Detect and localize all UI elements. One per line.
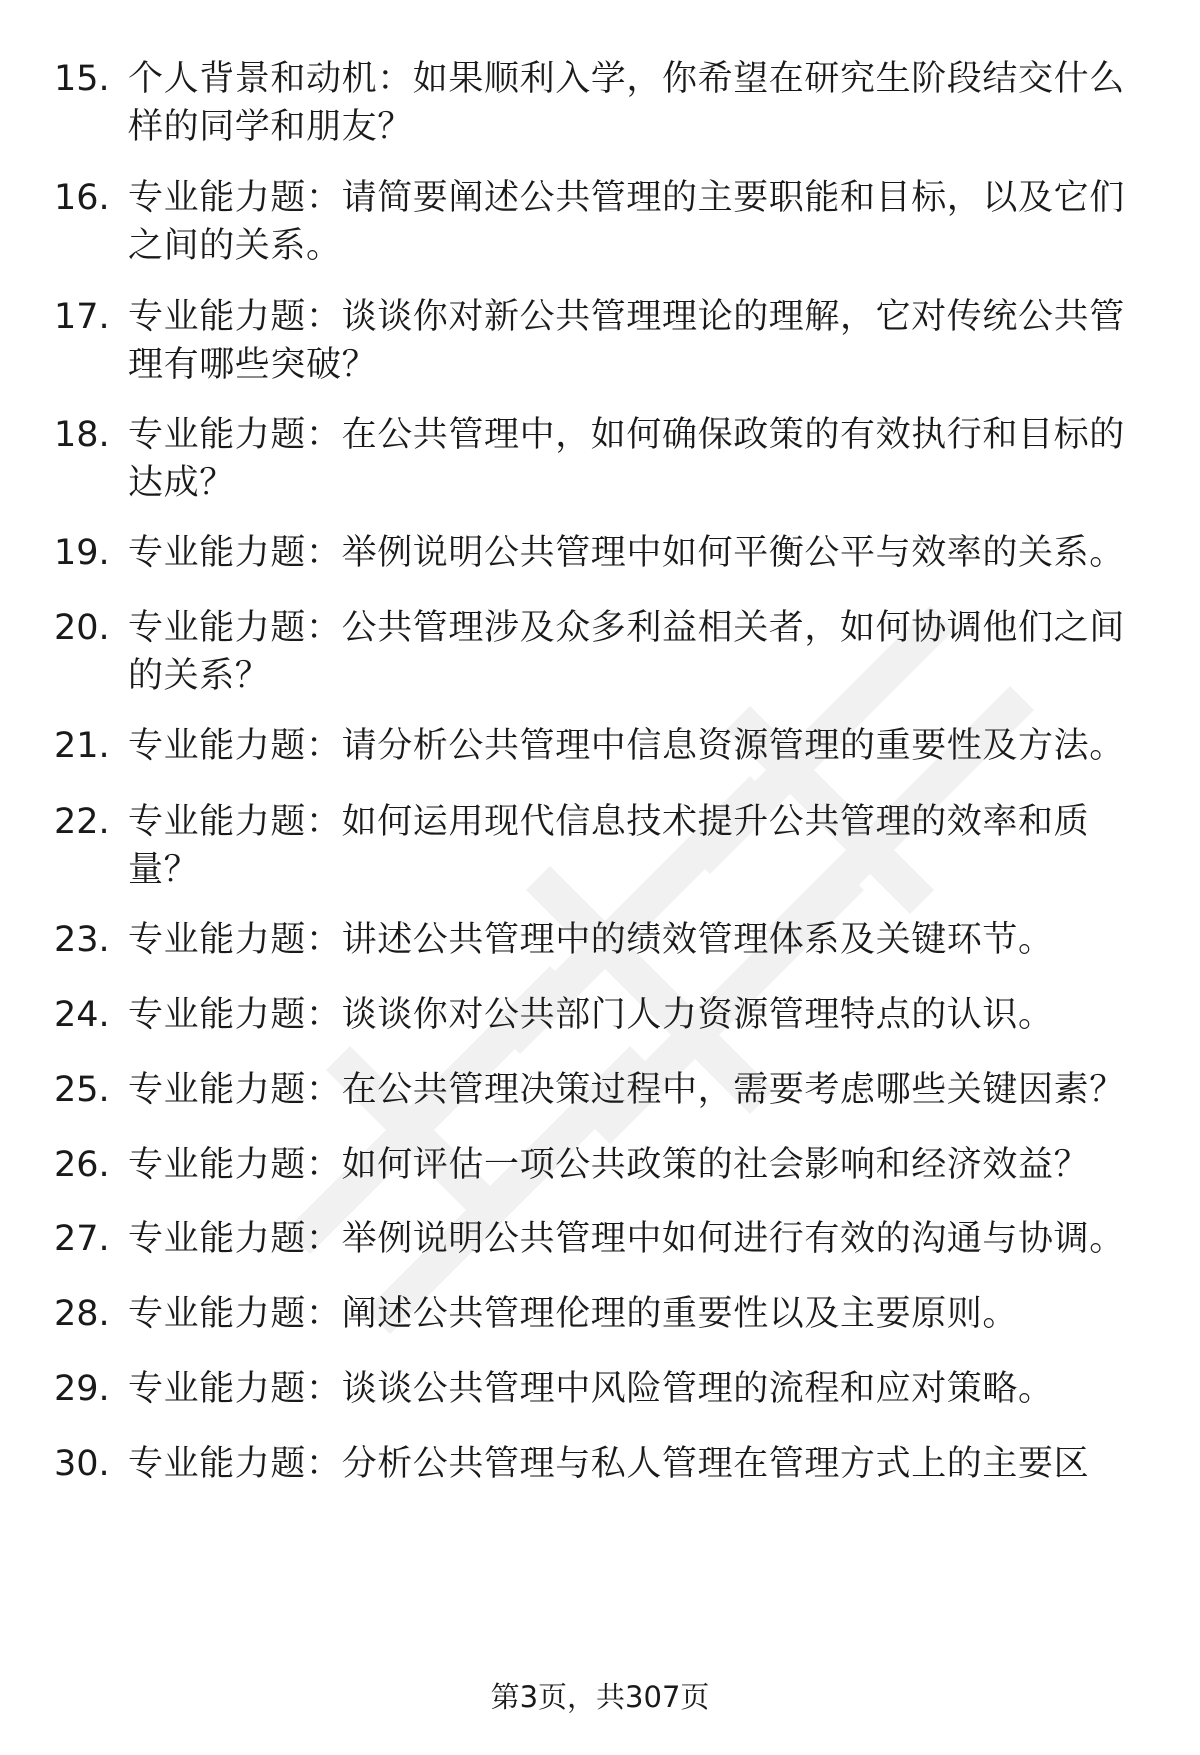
question-number: 24.: [54, 995, 110, 1035]
question-text: 专业能力题：如何评估一项公共政策的社会影响和经济效益？: [128, 1145, 1090, 1185]
question-text: 专业能力题：请分析公共管理中信息资源管理的重要性及方法。: [128, 726, 1125, 766]
question-number: 28.: [54, 1294, 110, 1334]
page-footer: 第3页，共307页: [490, 1680, 710, 1714]
question-text: 专业能力题：在公共管理决策过程中，需要考虑哪些关键因素？: [128, 1070, 1125, 1110]
question-number: 19.: [54, 533, 110, 573]
question-text: 专业能力题：讲述公共管理中的绩效管理体系及关键环节。: [128, 920, 1054, 960]
question-text: 个人背景和动机：如果顺利入学，你希望在研究生阶段结交什么样的同学和朋友？: [128, 59, 1125, 147]
question-number: 26.: [54, 1145, 110, 1185]
question-text: 专业能力题：在公共管理中，如何确保政策的有效执行和目标的达成？: [128, 415, 1125, 503]
question-text: 专业能力题：请简要阐述公共管理的主要职能和目标，以及它们之间的关系。: [128, 178, 1125, 266]
question-text: 专业能力题：谈谈公共管理中风险管理的流程和应对策略。: [128, 1369, 1054, 1409]
question-text: 专业能力题：公共管理涉及众多利益相关者，如何协调他们之间的关系？: [128, 608, 1125, 696]
question-number: 23.: [54, 920, 110, 960]
question-text: 专业能力题：分析公共管理与私人管理在管理方式上的主要区: [128, 1444, 1090, 1484]
question-text: 专业能力题：举例说明公共管理中如何平衡公平与效率的关系。: [128, 533, 1125, 573]
question-text: 专业能力题：如何运用现代信息技术提升公共管理的效率和质量？: [128, 802, 1090, 890]
question-text: 专业能力题：阐述公共管理伦理的重要性以及主要原则。: [128, 1294, 1019, 1334]
question-number: 27.: [54, 1219, 110, 1259]
question-number: 16.: [54, 178, 110, 218]
question-number: 15.: [54, 59, 110, 99]
question-number: 30.: [54, 1444, 110, 1484]
question-number: 22.: [54, 802, 110, 842]
question-number: 21.: [54, 726, 110, 766]
question-text: 专业能力题：谈谈你对公共部门人力资源管理特点的认识。: [128, 995, 1054, 1035]
question-text: 专业能力题：举例说明公共管理中如何进行有效的沟通与协调。: [128, 1219, 1125, 1259]
question-text: 专业能力题：谈谈你对新公共管理理论的理解，它对传统公共管理有哪些突破？: [128, 297, 1125, 385]
question-number: 18.: [54, 415, 110, 455]
question-number: 20.: [54, 608, 110, 648]
question-number: 29.: [54, 1369, 110, 1409]
question-number: 25.: [54, 1070, 110, 1110]
question-number: 17.: [54, 297, 110, 337]
